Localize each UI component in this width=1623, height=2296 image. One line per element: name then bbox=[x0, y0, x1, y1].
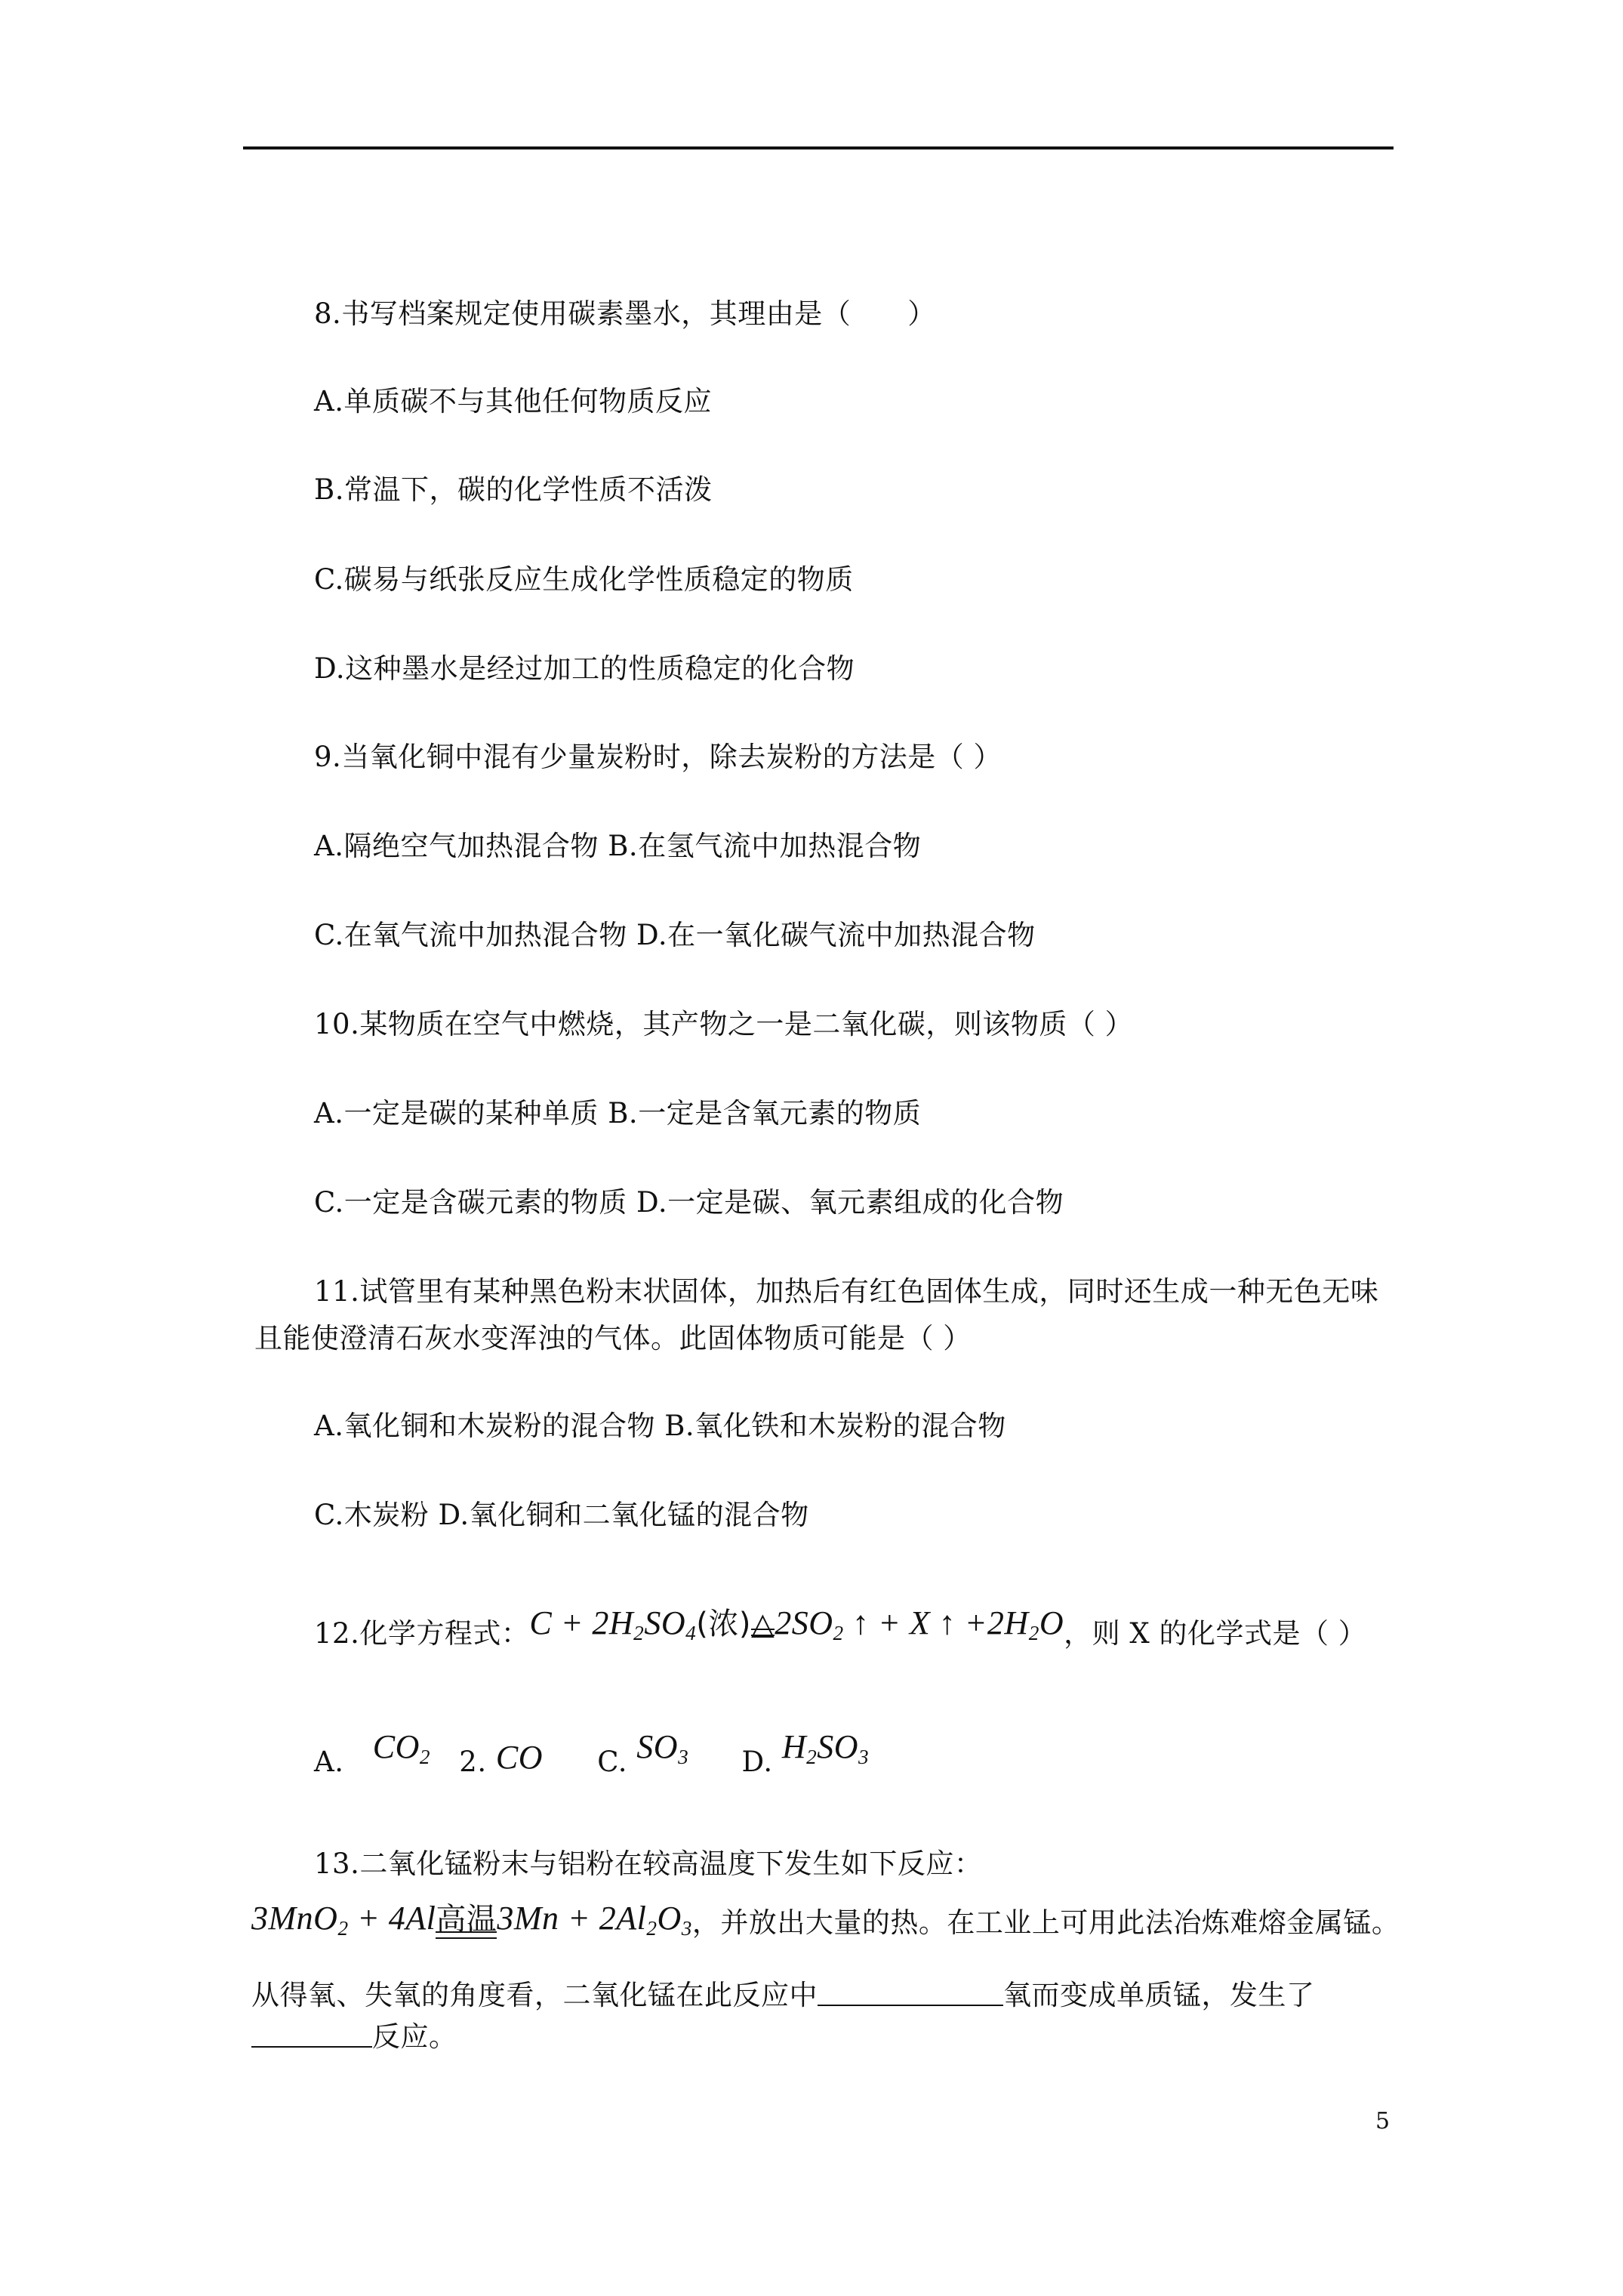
q8-option-a: A.单质碳不与其他任何物质反应 bbox=[314, 385, 712, 418]
q12-option-a-label: A. bbox=[314, 1746, 344, 1778]
q13-line2-suffix: 氧而变成单质锰，发生了 bbox=[1003, 1979, 1315, 2011]
q12-option-d-formula: $H_2SO_3$ bbox=[781, 1728, 870, 1769]
q9-options-cd: C.在氧气流中加热混合物 D.在一氧化碳气流中加热混合物 bbox=[314, 919, 1036, 951]
q13-line1 bbox=[251, 1900, 1400, 1940]
q11-options-cd: C.木炭粉 D.氧化铜和二氧化锰的混合物 bbox=[314, 1499, 809, 1531]
q12-option-c-formula: $SO_3$ bbox=[636, 1728, 689, 1769]
q8-option-c: C.碳易与纸张反应生成化学性质稳定的物质 bbox=[314, 563, 854, 596]
q12-option-b-label: 2. bbox=[459, 1746, 487, 1778]
q13-line2 bbox=[251, 1979, 1315, 2012]
q13-stem: 13.二氧化锰粉末与铝粉在较高温度下发生如下反应： bbox=[314, 1848, 983, 1880]
q13-line1-suffix: ，并放出大量的热。在工业上可用此法冶炼难熔金属锰。 bbox=[691, 1906, 1400, 1939]
answer-blank-2[interactable] bbox=[251, 2020, 372, 2048]
q12-option-d-label: D. bbox=[741, 1746, 773, 1778]
q11-stem-line2: 且能使澄清石灰水变浑浊的气体。此固体物质可能是（ ） bbox=[254, 1322, 972, 1354]
q12-equation: $C + 2H_2SO_4$(浓)△ $2SO_2$ ↑ + X ↑ $+2H_2O$ bbox=[529, 1604, 1064, 1645]
q12-suffix: ，则 X 的化学式是（ ） bbox=[1064, 1617, 1367, 1650]
q12-option-b-formula: CO bbox=[495, 1739, 543, 1776]
heat-condition-icon: △ bbox=[750, 1607, 775, 1641]
q11-options-ab: A.氧化铜和木炭粉的混合物 B.氧化铁和木炭粉的混合物 bbox=[314, 1410, 1006, 1442]
q8-option-b: B.常温下，碳的化学性质不活泼 bbox=[314, 473, 713, 506]
q10-options-ab: A.一定是碳的某种单质 B.一定是含氧元素的物质 bbox=[314, 1097, 922, 1130]
q10-stem: 10.某物质在空气中燃烧，其产物之一是二氧化碳，则该物质（ ） bbox=[314, 1008, 1134, 1040]
high-temperature-condition: 高温 bbox=[436, 1902, 497, 1936]
q12-option-c-label: C. bbox=[597, 1746, 628, 1778]
q13-equation: 3MnO$_2$ + 4Al高温 $3Mn + 2Al_2O_3$ bbox=[251, 1900, 692, 1940]
q9-stem: 9.当氧化铜中混有少量炭粉时，除去炭粉的方法是（ ） bbox=[314, 741, 1002, 773]
q9-options-ab: A.隔绝空气加热混合物 B.在氢气流中加热混合物 bbox=[314, 830, 922, 862]
q8-stem: 8.书写档案规定使用碳素墨水，其理由是（ ） bbox=[314, 297, 936, 330]
q12-options bbox=[314, 1728, 870, 1779]
q13-line3-suffix: 反应。 bbox=[372, 2020, 457, 2053]
q11-stem-line1: 11.试管里有某种黑色粉末状固体，加热后有红色固体生成，同时还生成一种无色无味 bbox=[314, 1275, 1379, 1308]
q13-line3 bbox=[251, 2020, 457, 2054]
answer-blank-1[interactable] bbox=[818, 1979, 1003, 2006]
q12-prefix: 12.化学方程式： bbox=[314, 1617, 530, 1650]
q8-option-d: D.这种墨水是经过加工的性质稳定的化合物 bbox=[314, 652, 855, 685]
q12-stem bbox=[314, 1604, 1367, 1650]
q10-options-cd: C.一定是含碳元素的物质 D.一定是碳、氧元素组成的化合物 bbox=[314, 1186, 1064, 1219]
header-rule bbox=[243, 146, 1394, 149]
page-number: 5 bbox=[1375, 2108, 1390, 2134]
q12-option-a-formula: $CO_2$ bbox=[372, 1728, 431, 1769]
q13-line2-prefix: 从得氧、失氧的角度看，二氧化锰在此反应中 bbox=[251, 1979, 818, 2011]
